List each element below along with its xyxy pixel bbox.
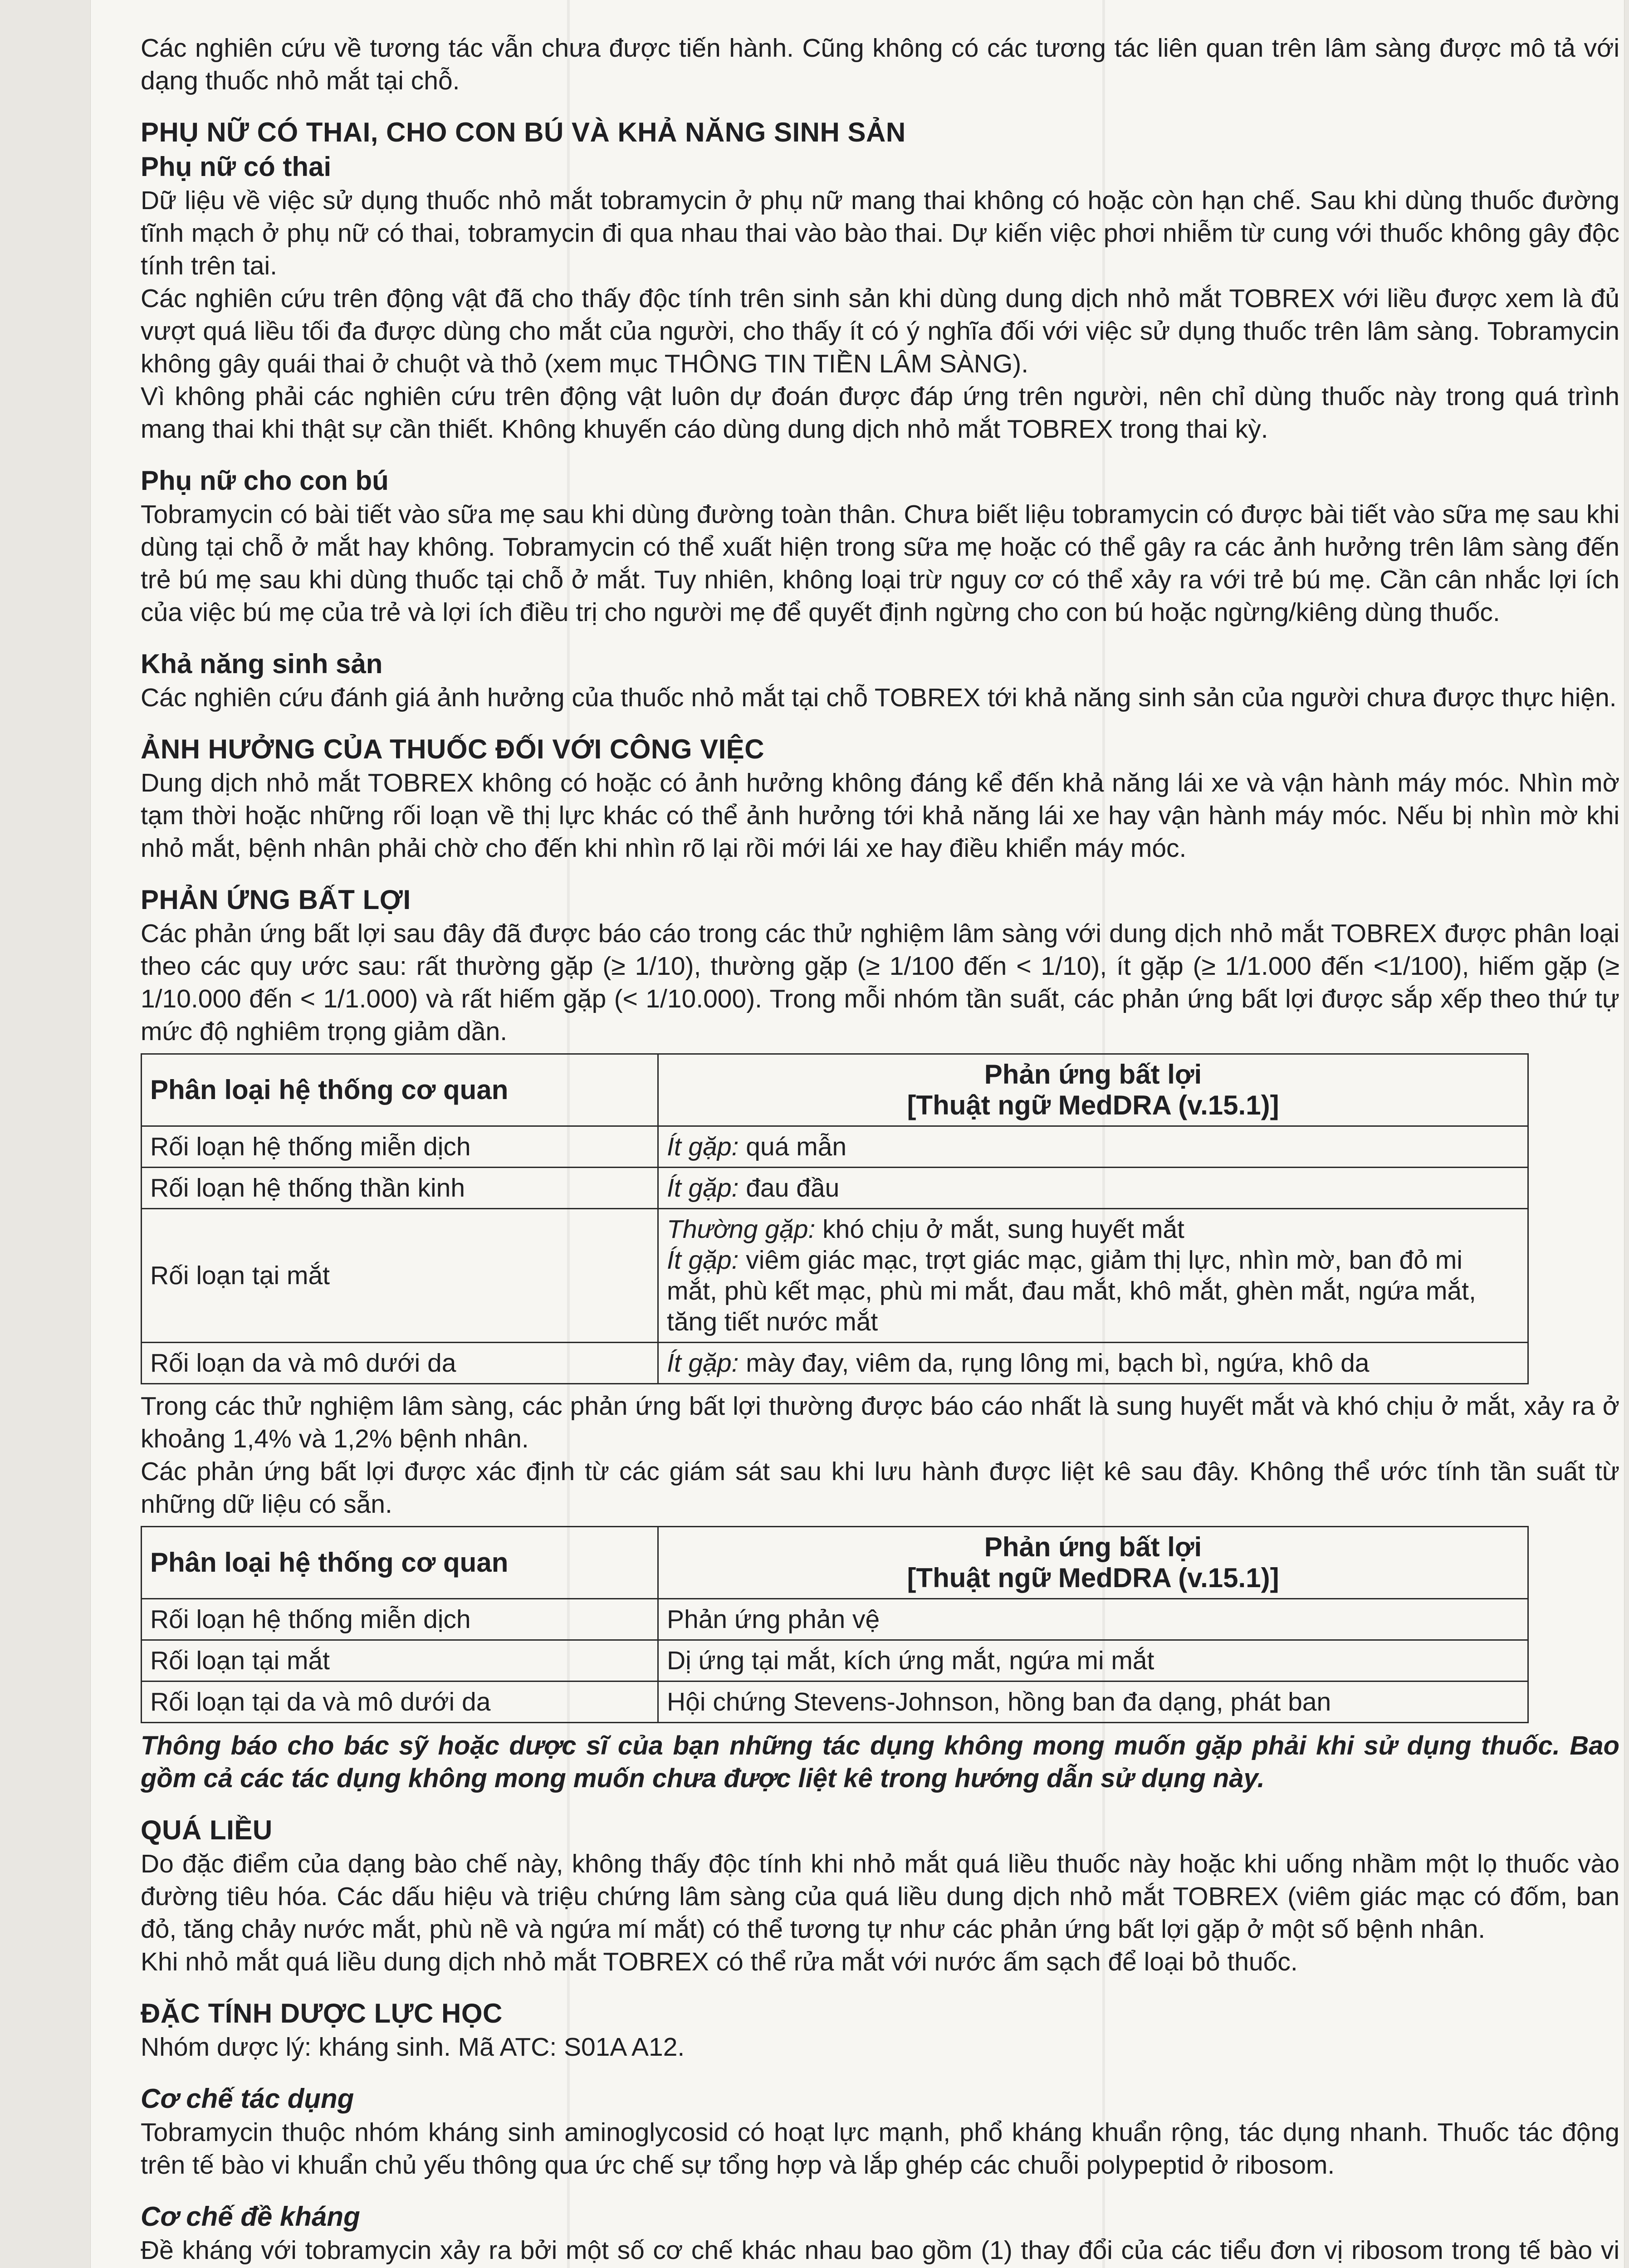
table-cell: Rối loạn tại mắt <box>142 1209 658 1343</box>
table-row <box>142 1640 1528 1681</box>
frequency-label: Ít gặp: <box>667 1132 739 1161</box>
lactation-paragraph: Tobramycin có bài tiết vào sữa mẹ sau khi dùng đường toàn thân. Chưa biết liệu tobramycin có được bài tiết vào sữa mẹ sau khi dùng tại chỗ ở mắt hay không. Tobramycin có thể xuất hiện trong sữa mẹ hoặc có thể gây ra các ảnh hưởng trên lâm sàng đến trẻ bú mẹ sau khi dùng thuốc tại chỗ ở mắt. Tuy nhiên, không loại trừ nguy cơ có thể xảy ra với trẻ bú mẹ. Cần cân nhắc lợi ích của việc bú mẹ của trẻ và lợi ích điều trị cho người mẹ để quyết định ngừng cho con bú hoặc ngừng/kiêng dùng thuốc. <box>141 500 1619 627</box>
leaflet-content <box>141 32 1619 2268</box>
reaction-text: đau đầu <box>739 1173 840 1202</box>
pregnancy-paragraph: Các nghiên cứu trên động vật đã cho thấy độc tính trên sinh sản khi dùng dung dịch nhỏ mắt TOBREX với liều được xem là đủ vượt quá liều tối đa được dùng cho mắt của người, cho thấy ít có ý nghĩa đối với việc sử dụng thuốc trên lâm sàng. Tobramycin không gây quái thai ở chuột và thỏ (xem mục THÔNG TIN TIỀN LÂM SÀNG). <box>141 284 1619 378</box>
table-cell: Rối loạn tại mắt <box>142 1640 658 1681</box>
subheading-pregnant: Phụ nữ có thai <box>141 152 332 182</box>
table-cell: Rối loạn hệ thống thần kinh <box>142 1168 658 1209</box>
reaction-text: khó chịu ở mắt, sung huyết mắt <box>815 1215 1184 1244</box>
reaction-text: viêm giác mạc, trợt giác mạc, giảm thị lực, nhìn mờ, ban đỏ mi mắt, phù kết mạc, phù mi mắt, đau mắt, khô mắt, ghèn mắt, ngứa mắt, tăng tiết nước mắt <box>667 1246 1476 1336</box>
adverse-summary: Trong các thử nghiệm lâm sàng, các phản ứng bất lợi thường được báo cáo nhất là sung huyết mắt và khó chịu ở mắt, xảy ra ở khoảng 1,4% và 1,2% bệnh nhân. <box>141 1392 1619 1453</box>
subheading-fertility: Khả năng sinh sản <box>141 649 383 679</box>
table-row <box>142 1168 1528 1209</box>
frequency-label: Ít gặp: <box>667 1246 739 1275</box>
table-header-cell: Phân loại hệ thống cơ quan <box>142 1054 658 1126</box>
mechanism-paragraph: Tobramycin thuộc nhóm kháng sinh aminoglycosid có hoạt lực mạnh, phổ kháng khuẩn rộng, tác dụng nhanh. Thuốc tác động trên tế bào vi khuẩn chủ yếu thông qua ức chế sự tổng hợp và lắp ghép các chuỗi polypeptid ở ribosom. <box>141 2118 1619 2180</box>
table-header-cell <box>658 1054 1528 1126</box>
frequency-label: Ít gặp: <box>667 1349 739 1378</box>
section-heading-adverse: PHẢN ỨNG BẤT LỢI <box>141 885 411 915</box>
table-row <box>142 1209 1528 1343</box>
table-row <box>142 1126 1528 1168</box>
table-row <box>142 1681 1528 1723</box>
work-paragraph: Dung dịch nhỏ mắt TOBREX không có hoặc có ảnh hưởng không đáng kể đến khả năng lái xe và vận hành máy móc. Nhìn mờ tạm thời hoặc những rối loạn về thị lực khác có thể ảnh hưởng tới khả năng lái xe hay vận hành máy móc. Nếu bị nhìn mờ khi nhỏ mắt, bệnh nhân phải chờ cho đến khi nhìn rõ lại rồi mới lái xe hay điều khiển máy móc. <box>141 768 1619 863</box>
table-header-row <box>142 1054 1528 1126</box>
subheading-lactation: Phụ nữ cho con bú <box>141 465 389 496</box>
interaction-text: Các nghiên cứu về tương tác vẫn chưa được tiến hành. Cũng không có các tương tác liên quan trên lâm sàng được mô tả với dạng thuốc nhỏ mắt tại chỗ. <box>141 34 1619 95</box>
reaction-text: quá mẫn <box>739 1132 847 1161</box>
section-heading-work: ẢNH HƯỞNG CỦA THUỐC ĐỐI VỚI CÔNG VIỆC <box>141 734 765 764</box>
table-header-cell: Phân loại hệ thống cơ quan <box>142 1527 658 1599</box>
frequency-label: Thường gặp: <box>667 1215 816 1244</box>
adverse-table-clinical <box>141 1053 1529 1384</box>
frequency-label: Ít gặp: <box>667 1173 739 1202</box>
pharmacologic-group: Nhóm dược lý: kháng sinh. Mã ATC: S01A A12. <box>141 2033 685 2062</box>
table-cell: Hội chứng Stevens-Johnson, hồng ban đa dạng, phát ban <box>658 1681 1528 1723</box>
table-cell: Phản ứng phản vệ <box>658 1599 1528 1640</box>
leaflet-page <box>91 0 1624 2268</box>
report-notice: Thông báo cho bác sỹ hoặc dược sĩ của bạn những tác dụng không mong muốn gặp phải khi sử dụng thuốc. Bao gồm cả các tác dụng không mong muốn chưa được liệt kê trong hướng dẫn sử dụng này. <box>141 1731 1619 1793</box>
subheading-resistance: Cơ chế đề kháng <box>141 2201 360 2232</box>
section-heading-pharmacodynamics: ĐẶC TÍNH DƯỢC LỰC HỌC <box>141 1998 503 2028</box>
header-line: Phản ứng bất lợi <box>984 1532 1202 1562</box>
table-cell <box>658 1209 1528 1343</box>
subheading-mechanism: Cơ chế tác dụng <box>141 2083 354 2114</box>
resistance-paragraph: Đề kháng với tobramycin xảy ra bởi một số cơ chế khác nhau bao gồm (1) thay đổi của các tiểu đơn vị ribosom trong tế bào vi <box>141 2236 1619 2265</box>
fertility-paragraph: Các nghiên cứu đánh giá ảnh hưởng của thuốc nhỏ mắt tại chỗ TOBREX tới khả năng sinh sản của người chưa được thực hiện. <box>141 683 1617 712</box>
table-row <box>142 1599 1528 1640</box>
header-line: [Thuật ngữ MedDRA (v.15.1)] <box>907 1563 1279 1593</box>
table-header-row <box>142 1527 1528 1599</box>
table-cell <box>658 1343 1528 1384</box>
table-cell: Rối loạn tại da và mô dưới da <box>142 1681 658 1723</box>
overdose-paragraph: Do đặc điểm của dạng bào chế này, không thấy độc tính khi nhỏ mắt quá liều thuốc này hoặc khi uống nhầm một lọ thuốc vào đường tiêu hóa. Các dấu hiệu và triệu chứng lâm sàng của quá liều dung dịch nhỏ mắt TOBREX (viêm giác mạc có đốm, ban đỏ, tăng chảy nước mắt, phù nề và ngứa mí mắt) có thể tương tự như các phản ứng bất lợi gặp ở một số bệnh nhân. <box>141 1849 1619 1944</box>
header-line: Phản ứng bất lợi <box>984 1059 1202 1090</box>
adverse-table-postmarketing <box>141 1526 1529 1723</box>
table-cell <box>658 1126 1528 1168</box>
table-row <box>142 1343 1528 1384</box>
table-cell: Rối loạn hệ thống miễn dịch <box>142 1599 658 1640</box>
section-heading-pregnancy: PHỤ NỮ CÓ THAI, CHO CON BÚ VÀ KHẢ NĂNG SINH SẢN <box>141 117 906 147</box>
adverse-intro: Các phản ứng bất lợi sau đây đã được báo cáo trong các thử nghiệm lâm sàng với dung dịch nhỏ mắt TOBREX được phân loại theo các quy ước sau: rất thường gặp (≥ 1/10), thường gặp (≥ 1/100 đến < 1/10), ít gặp (≥ 1/1.000 đến <1/100), hiếm gặp (≥ 1/10.000 đến < 1/1.000) và rất hiếm gặp (< 1/10.000). Trong mỗi nhóm tần suất, các phản ứng bất lợi được sắp xếp theo thứ tự mức độ nghiêm trọng giảm dần. <box>141 919 1619 1046</box>
table-cell: Rối loạn da và mô dưới da <box>142 1343 658 1384</box>
pregnancy-paragraph: Dữ liệu về việc sử dụng thuốc nhỏ mắt tobramycin ở phụ nữ mang thai không có hoặc còn hạn chế. Sau khi dùng thuốc đường tĩnh mạch ở phụ nữ có thai, tobramycin đi qua nhau thai vào bào thai. Dự kiến việc phơi nhiễm từ cung với thuốc không gây độc tính trên tai. <box>141 186 1619 280</box>
reaction-text: mày đay, viêm da, rụng lông mi, bạch bì, ngứa, khô da <box>739 1349 1370 1378</box>
overdose-paragraph: Khi nhỏ mắt quá liều dung dịch nhỏ mắt TOBREX có thể rửa mắt với nước ấm sạch để loại bỏ thuốc. <box>141 1947 1298 1976</box>
postmarketing-intro: Các phản ứng bất lợi được xác định từ các giám sát sau khi lưu hành được liệt kê sau đây. Không thể ước tính tần suất từ những dữ liệu có sẵn. <box>141 1457 1619 1519</box>
table-cell: Dị ứng tại mắt, kích ứng mắt, ngứa mi mắt <box>658 1640 1528 1681</box>
section-heading-overdose: QUÁ LIỀU <box>141 1815 273 1845</box>
table-header-cell <box>658 1527 1528 1599</box>
header-line: [Thuật ngữ MedDRA (v.15.1)] <box>907 1090 1279 1120</box>
table-cell <box>658 1168 1528 1209</box>
table-cell: Rối loạn hệ thống miễn dịch <box>142 1126 658 1168</box>
pregnancy-paragraph: Vì không phải các nghiên cứu trên động vật luôn dự đoán được đáp ứng trên người, nên chỉ dùng thuốc này trong quá trình mang thai khi thật sự cần thiết. Không khuyến cáo dùng dung dịch nhỏ mắt TOBREX trong thai kỳ. <box>141 382 1619 444</box>
